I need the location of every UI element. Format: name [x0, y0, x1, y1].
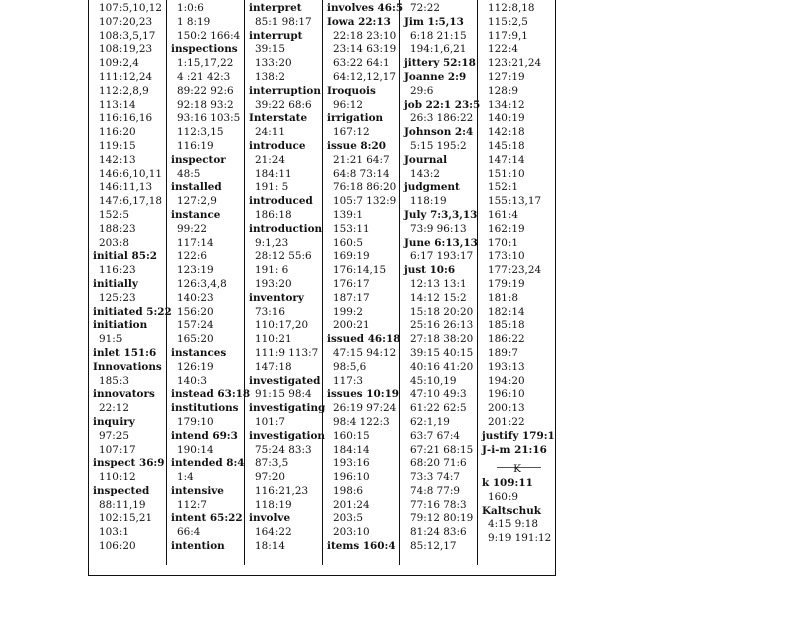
page-reference: 191: 6 [255, 264, 289, 277]
page-reference: 203:10 [333, 526, 370, 539]
page-reference: 185:3 [99, 374, 129, 387]
index-term: Innovations [93, 360, 162, 373]
index-term: Interstate [249, 112, 308, 125]
page-reference: 113:14 [99, 98, 136, 111]
index-term: jittery 52:18 [404, 57, 476, 70]
page-reference: 21:24 [255, 153, 285, 166]
page-reference: 14:12 15:2 [410, 291, 467, 304]
index-column-4 [327, 2, 403, 554]
index-term: intend 69:3 [171, 429, 238, 442]
index-term: Journal [404, 153, 448, 166]
index-term: interrupt [249, 29, 303, 42]
index-term: Kaltschuk [482, 504, 541, 517]
page-reference: 23:14 63:19 [333, 43, 397, 56]
page-reference: 108:3,5,17 [99, 29, 156, 42]
page-reference: 122:6 [177, 250, 207, 263]
page-reference: 193:20 [255, 277, 292, 290]
index-term: initiation [93, 319, 148, 332]
page-reference: 101:7 [255, 415, 285, 428]
page-reference: 1 8:19 [177, 15, 211, 28]
section-letter: K [513, 463, 521, 476]
page-reference: 128:9 [488, 84, 518, 97]
page-reference: 61:22 62:5 [410, 402, 467, 415]
page-reference: 170:1 [488, 236, 518, 249]
page-reference: 176:17 [333, 277, 370, 290]
right-border [555, 0, 556, 575]
page-reference: 63:22 64:1 [333, 57, 390, 70]
page-reference: 112:2,8,9 [99, 84, 149, 97]
page-reference: 116:16,16 [99, 112, 153, 125]
page-reference: 12:13 13:1 [410, 277, 467, 290]
page-reference: 147:18 [255, 360, 292, 373]
page-reference: 186:18 [255, 208, 292, 221]
index-term: June 6:13,13 [404, 236, 478, 249]
page-reference: 150:2 166:4 [177, 29, 241, 42]
index-term: J-i-m 21:16 [482, 443, 547, 456]
index-term: installed [171, 181, 222, 194]
page-reference: 45:10,19 [410, 374, 457, 387]
page-reference: 21:21 64:7 [333, 153, 390, 166]
page-reference: 152:1 [488, 181, 518, 194]
page-reference: 125:23 [99, 291, 136, 304]
page-reference: 169:19 [333, 250, 370, 263]
page-reference: 116:20 [99, 126, 136, 139]
page-reference: 199:2 [333, 305, 363, 318]
page-reference: 115:2,5 [488, 15, 528, 28]
page-reference: 134:12 [488, 98, 525, 111]
page-reference: 97:25 [99, 429, 129, 442]
index-term: involves 46:5 [327, 2, 404, 14]
page-reference: 15:18 20:20 [410, 305, 474, 318]
index-term: inspector [171, 153, 226, 166]
page-reference: 88:11,19 [99, 498, 146, 511]
page-reference: 201:24 [333, 498, 370, 511]
page-reference: 107:20,23 [99, 15, 153, 28]
page-reference: 200:21 [333, 319, 370, 332]
page-reference: 193:16 [333, 457, 370, 470]
page-reference: 5:15 195:2 [410, 139, 467, 152]
page-reference: 200:13 [488, 402, 525, 415]
index-term: intention [171, 540, 225, 553]
page-reference: 1:0:6 [177, 2, 204, 14]
index-term: investigated [249, 374, 321, 387]
page-reference: 28:12 55:6 [255, 250, 312, 263]
page-reference: 140:23 [177, 291, 214, 304]
page-reference: 140:3 [177, 374, 207, 387]
page-reference: 147:6,17,18 [99, 195, 162, 208]
index-term: July 7:3,3,13 [404, 208, 478, 221]
page-reference: 201:22 [488, 415, 525, 428]
index-column-3 [249, 2, 325, 554]
page-reference: 190:14 [177, 443, 214, 456]
index-column-6 [482, 2, 555, 546]
page-reference: 74:8 77:9 [410, 484, 460, 497]
page-reference: 153:11 [333, 222, 370, 235]
page-reference: 181:8 [488, 291, 518, 304]
page-reference: 143:2 [410, 167, 440, 180]
page-reference: 184:14 [333, 443, 370, 456]
page-reference: 162:19 [488, 222, 525, 235]
page-reference: 142:13 [99, 153, 136, 166]
page-reference: 126:19 [177, 360, 214, 373]
page-reference: 117:14 [177, 236, 214, 249]
page-reference: 146:6,10,11 [99, 167, 162, 180]
index-term: initially [93, 277, 138, 290]
page-reference: 184:11 [255, 167, 292, 180]
index-term: intent 65:22 [171, 512, 243, 525]
index-term: intended 8:4 [171, 457, 245, 470]
page-reference: 118:19 [410, 195, 447, 208]
page-reference: 64:8 73:14 [333, 167, 390, 180]
page-reference: 63:7 67:4 [410, 429, 460, 442]
page-reference: 109:2,4 [99, 57, 139, 70]
index-term: innovators [93, 388, 155, 401]
page-reference: 165:20 [177, 333, 214, 346]
index-term: investigating [249, 402, 326, 415]
page-reference: 9:1,23 [255, 236, 289, 249]
page-reference: 194:1,6,21 [410, 43, 467, 56]
page-reference: 73:16 [255, 305, 285, 318]
index-term: instead 63:18 [171, 388, 251, 401]
page-reference: 117:9,1 [488, 29, 528, 42]
page-reference: 106:20 [99, 540, 136, 553]
index-term: job 22:1 23:5 [404, 98, 481, 111]
index-term: items 160:4 [327, 540, 396, 553]
page-reference: 185:18 [488, 319, 525, 332]
index-term: inspect 36:9 [93, 457, 165, 470]
page-reference: 25:16 26:13 [410, 319, 474, 332]
page-reference: 89:22 92:6 [177, 84, 234, 97]
index-term: Johnson 2:4 [404, 126, 474, 139]
page-reference: 4:15 9:18 [488, 518, 538, 531]
index-column-1 [93, 2, 172, 554]
index-term: issues 10:19 [327, 388, 400, 401]
page-reference: 27:18 38:20 [410, 333, 474, 346]
index-term: Iroquois [327, 84, 376, 97]
page-reference: 108:19,23 [99, 43, 153, 56]
index-term: Jim 1:5,13 [404, 15, 464, 28]
page-reference: 164:22 [255, 526, 292, 539]
index-term: Iowa 22:13 [327, 15, 391, 28]
page-reference: 64:12,12,17 [333, 70, 396, 83]
page-reference: 1:15,17,22 [177, 57, 234, 70]
page-reference: 160:9 [488, 490, 518, 503]
index-term: judgment [404, 181, 460, 194]
page-reference: 87:3,5 [255, 457, 289, 470]
page-reference: 157:24 [177, 319, 214, 332]
page-reference: 117:3 [333, 374, 363, 387]
page-reference: 151:10 [488, 167, 525, 180]
index-term: involve [249, 512, 291, 525]
page-reference: 198:6 [333, 484, 363, 497]
page-reference: 26:3 186:22 [410, 112, 474, 125]
page-reference: 102:15,21 [99, 512, 153, 525]
page-reference: 196:10 [488, 388, 525, 401]
page-reference: 112:3,15 [177, 126, 224, 139]
page-reference: 98:4 122:3 [333, 415, 390, 428]
page-reference: 40:16 41:20 [410, 360, 474, 373]
page-reference: 110:21 [255, 333, 292, 346]
page-reference: 196:10 [333, 471, 370, 484]
page-reference: 173:10 [488, 250, 525, 263]
page-reference: 75:24 83:3 [255, 443, 312, 456]
page-reference: 9:19 191:12 [488, 532, 552, 545]
page-reference: 99:22 [177, 222, 207, 235]
index-term: justify 179:1 [482, 429, 555, 442]
index-term: inquiry [93, 415, 135, 428]
index-term: institutions [171, 402, 239, 415]
page-reference: 47:10 49:3 [410, 388, 467, 401]
index-term: instances [171, 346, 227, 359]
index-term: irrigation [327, 112, 384, 125]
page-reference: 194:20 [488, 374, 525, 387]
index-term: introduction [249, 222, 323, 235]
page-reference: 111:9 113:7 [255, 346, 319, 359]
page-reference: 187:17 [333, 291, 370, 304]
index-term: introduced [249, 195, 313, 208]
page-reference: 182:14 [488, 305, 525, 318]
page-reference: 4 :21 42:3 [177, 70, 231, 83]
left-border [88, 0, 89, 575]
page-reference: 85:12,17 [410, 540, 457, 553]
page-reference: 73:3 74:7 [410, 471, 460, 484]
page-reference: 112:7 [177, 498, 207, 511]
index-term: issued 46:18 [327, 333, 401, 346]
page-reference: 146:11,13 [99, 181, 153, 194]
page-reference: 179:10 [177, 415, 214, 428]
page-reference: 85:1 98:17 [255, 15, 312, 28]
bottom-border [88, 575, 556, 576]
page-reference: 6:17 193:17 [410, 250, 474, 263]
page-reference: 186:22 [488, 333, 525, 346]
index-term: k 109:11 [482, 477, 533, 490]
page-reference: 138:2 [255, 70, 285, 83]
index-term: interruption [249, 84, 321, 97]
index-column-2 [171, 2, 250, 554]
page-reference: 29:6 [410, 84, 434, 97]
index-term: inspections [171, 43, 238, 56]
page-reference: 39:15 [255, 43, 285, 56]
page-reference: 91:15 98:4 [255, 388, 312, 401]
page-reference: 156:20 [177, 305, 214, 318]
page-reference: 110:12 [99, 471, 136, 484]
page-reference: 167:12 [333, 126, 370, 139]
page-reference: 145:18 [488, 139, 525, 152]
page-reference: 62:1,19 [410, 415, 450, 428]
index-column-5 [404, 2, 480, 554]
page-reference: 123:21,24 [488, 57, 542, 70]
index-term: inlet 151:6 [93, 346, 157, 359]
page-reference: 160:5 [333, 236, 363, 249]
page-reference: 79:12 80:19 [410, 512, 474, 525]
page-reference: 22:12 [99, 402, 129, 415]
page-reference: 116:19 [177, 139, 214, 152]
page-reference: 97:20 [255, 471, 285, 484]
page-reference: 96:12 [333, 98, 363, 111]
page-reference: 189:7 [488, 346, 518, 359]
page-reference: 22:18 23:10 [333, 29, 397, 42]
page-reference: 191: 5 [255, 181, 289, 194]
index-term: inventory [249, 291, 304, 304]
page-reference: 92:18 93:2 [177, 98, 234, 111]
page-reference: 67:21 68:15 [410, 443, 474, 456]
index-term: introduce [249, 139, 306, 152]
page-reference: 93:16 103:5 [177, 112, 241, 125]
page-reference: 116:23 [99, 264, 136, 277]
page-reference: 66:4 [177, 526, 201, 539]
page-reference: 39:15 40:15 [410, 346, 474, 359]
page-reference: 147:14 [488, 153, 525, 166]
index-term: just 10:6 [404, 264, 456, 277]
page-reference: 177:23,24 [488, 264, 542, 277]
page-reference: 81:24 83:6 [410, 526, 467, 539]
page-reference: 103:1 [99, 526, 129, 539]
page-reference: 39:22 68:6 [255, 98, 312, 111]
page-reference: 142:18 [488, 126, 525, 139]
page-reference: 176:14,15 [333, 264, 387, 277]
page-reference: 18:14 [255, 540, 285, 553]
page-reference: 123:19 [177, 264, 214, 277]
index-term: investigation [249, 429, 325, 442]
page-reference: 76:18 86:20 [333, 181, 397, 194]
index-term: initiated 5:22 [93, 305, 172, 318]
page-reference: 47:15 94:12 [333, 346, 397, 359]
page-reference: 68:20 71:6 [410, 457, 467, 470]
index-term: instance [171, 208, 221, 221]
page-reference: 203:5 [333, 512, 363, 525]
page-reference: 91:5 [99, 333, 123, 346]
page-reference: 6:18 21:15 [410, 29, 467, 42]
page-reference: 139:1 [333, 208, 363, 221]
page-reference: 26:19 97:24 [333, 402, 397, 415]
page-reference: 161:4 [488, 208, 518, 221]
page-reference: 140:19 [488, 112, 525, 125]
page-reference: 127:2,9 [177, 195, 217, 208]
page-reference: 48:5 [177, 167, 201, 180]
page-reference: 122:4 [488, 43, 518, 56]
page-reference: 112:8,18 [488, 2, 535, 14]
page-reference: 116:21,23 [255, 484, 309, 497]
page-reference: 126:3,4,8 [177, 277, 227, 290]
page-reference: 127:19 [488, 70, 525, 83]
index-term: Joanne 2:9 [404, 70, 467, 83]
page-reference: 179:19 [488, 277, 525, 290]
page-reference: 105:7 132:9 [333, 195, 397, 208]
page-reference: 98:5,6 [333, 360, 367, 373]
page-reference: 72:22 [410, 2, 440, 14]
page-reference: 111:12,24 [99, 70, 153, 83]
index-term: initial 85:2 [93, 250, 158, 263]
page-reference: 133:20 [255, 57, 292, 70]
page-reference: 73:9 96:13 [410, 222, 467, 235]
page-reference: 155:13,17 [488, 195, 542, 208]
page-reference: 188:23 [99, 222, 136, 235]
page-reference: 107:5,10,12 [99, 2, 162, 14]
page-reference: 160:15 [333, 429, 370, 442]
index-term: interpret [249, 2, 302, 14]
index-term: issue 8:20 [327, 139, 386, 152]
page-reference: 119:15 [99, 139, 136, 152]
page-reference: 118:19 [255, 498, 292, 511]
page-reference: 24:11 [255, 126, 285, 139]
page-reference: 110:17,20 [255, 319, 309, 332]
index-term: inspected [93, 484, 150, 497]
page-reference: 77:16 78:3 [410, 498, 467, 511]
page-reference: 107:17 [99, 443, 136, 456]
page-reference: 203:8 [99, 236, 129, 249]
index-term: intensive [171, 484, 224, 497]
page-reference: 152:5 [99, 208, 129, 221]
page-reference: 193:13 [488, 360, 525, 373]
page-reference: 1:4 [177, 471, 194, 484]
